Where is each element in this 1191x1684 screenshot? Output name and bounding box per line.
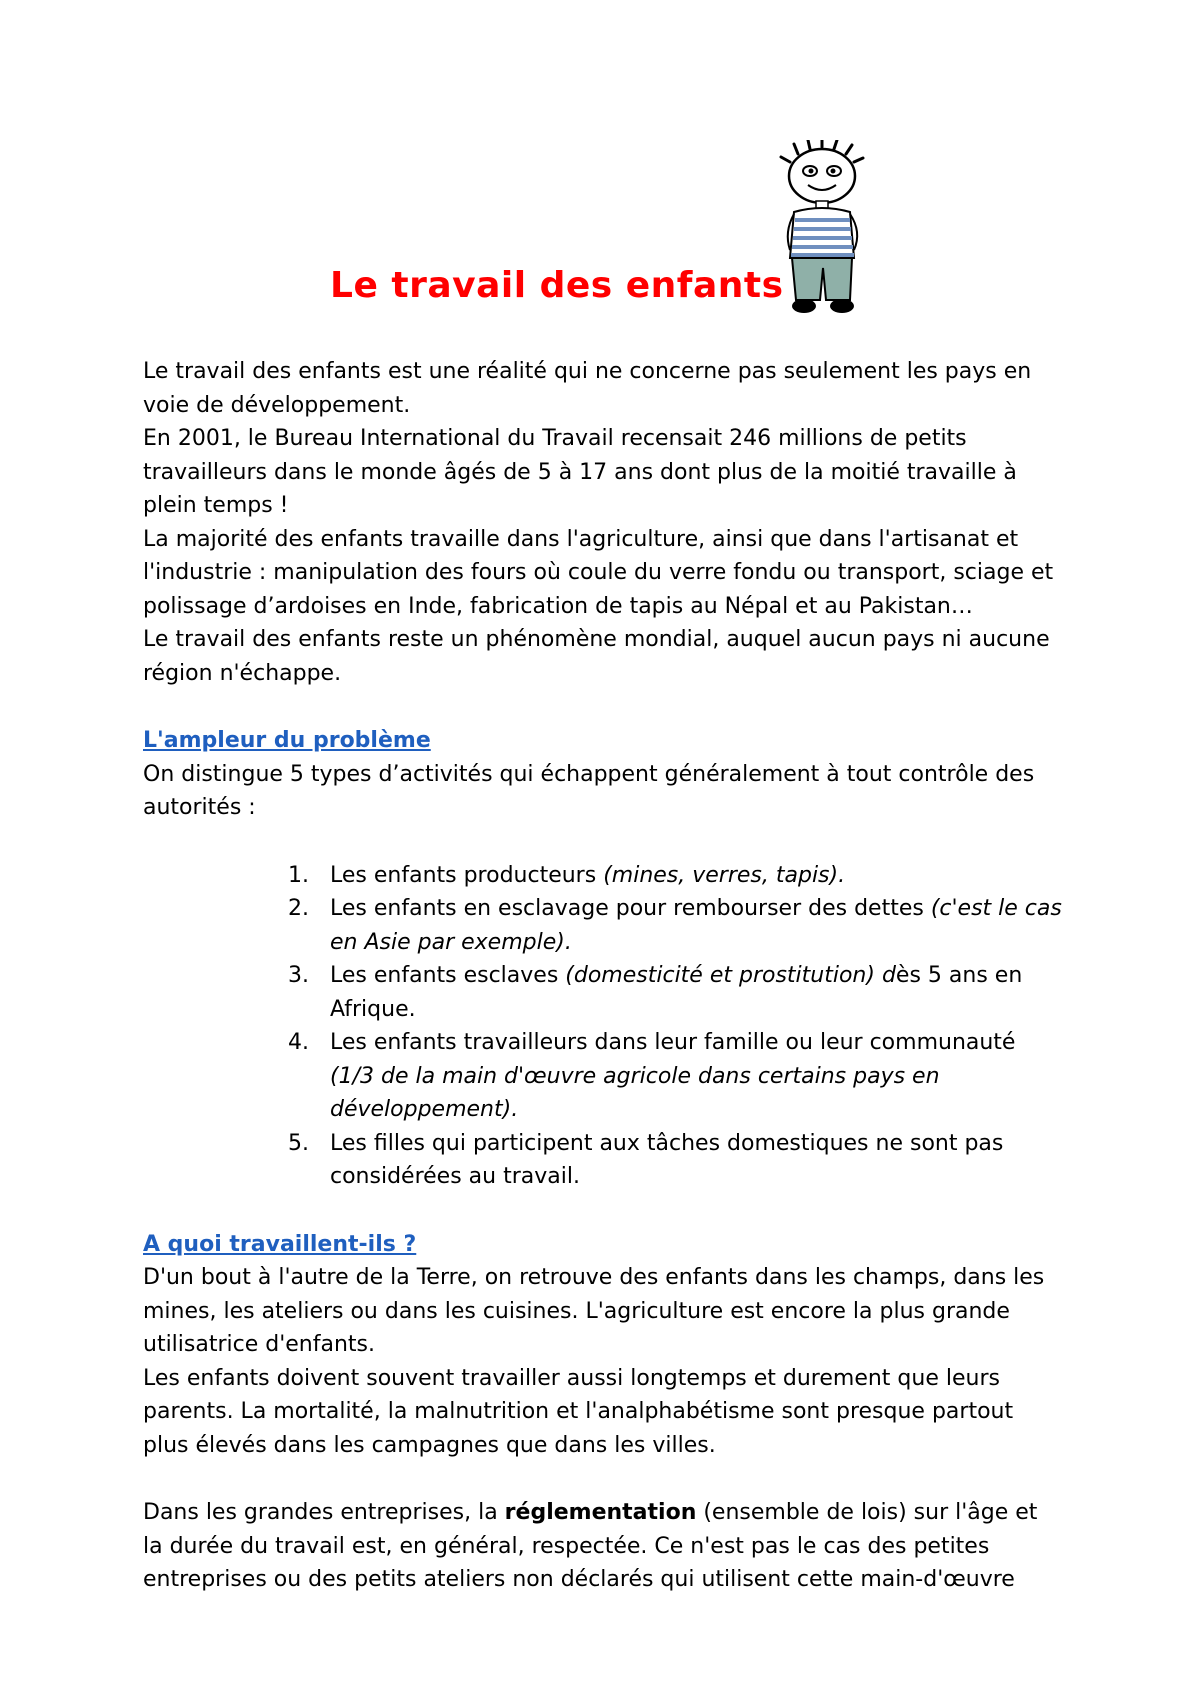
intro-paragraph-4: Le travail des enfants reste un phénomène mondial, auquel aucun pays ni aucune région n'échappe. bbox=[143, 627, 1050, 686]
list-item bbox=[288, 959, 1063, 1026]
list-item-after: ès 5 ans en Afrique. bbox=[330, 963, 1023, 1022]
intro-paragraph-2: En 2001, le Bureau International du Travail recensait 246 millions de petits travailleurs dans le monde âgés de 5 à 17 ans dont plus de la moitié travaille à plein temps ! bbox=[143, 426, 1017, 518]
intro-paragraph-3: La majorité des enfants travaille dans l'agriculture, ainsi que dans l'artisanat et l'industrie : manipulation des fours où coule du verre fondu ou transport, sciage et polissage d’ardoises en Inde, fabrication de tapis au Népal et au Pakistan… bbox=[143, 526, 1054, 619]
final-text-bold: réglementation bbox=[504, 1500, 697, 1525]
title-block bbox=[330, 265, 784, 306]
list-item-text: Les enfants travailleurs dans leur famille ou leur communauté bbox=[330, 1030, 1016, 1055]
section2-paragraph-1: D'un bout à l'autre de la Terre, on retrouve des enfants dans les champs, dans les mines, les ateliers ou dans les cuisines. L'agriculture est encore la plus grande utilisatrice d'enfants. bbox=[143, 1265, 1045, 1357]
list-number: 4. bbox=[288, 1030, 309, 1055]
list-item-note: (c'est le cas en Asie par exemple). bbox=[330, 896, 1062, 955]
list-item-text: Les filles qui participent aux tâches domestiques ne sont pas considérées au travail. bbox=[330, 1130, 1004, 1189]
list-number: 1. bbox=[288, 862, 309, 888]
list-item-text: Les enfants producteurs bbox=[330, 862, 604, 888]
section1-intro: On distingue 5 types d’activités qui échappent généralement à tout contrôle des autorités : bbox=[143, 761, 1035, 820]
section2-paragraph-2: Les enfants doivent souvent travailler aussi longtemps et durement que leurs parents. La mortalité, la malnutrition et l'analphabétisme sont presque partout plus élevés dans les campagnes que dans les villes. bbox=[143, 1365, 1014, 1458]
list-item-note: (mines, verres, tapis). bbox=[603, 862, 846, 888]
section-heading-ampleur[interactable]: L'ampleur du problème bbox=[143, 728, 431, 753]
document-body bbox=[143, 355, 1063, 1597]
list-item bbox=[288, 892, 1063, 959]
list-number: 2. bbox=[288, 896, 309, 921]
list-item-note: (1/3 de la main d'œuvre agricole dans certains pays en développement). bbox=[330, 1063, 940, 1122]
list-item-text: Les enfants en esclavage pour rembourser des dettes bbox=[330, 896, 931, 921]
final-text-after: (ensemble de lois) sur l'âge et la durée du travail est, en général, respectée. Ce n'est pas le cas des petites entreprises ou des petits ateliers non déclarés qui utilisent cette main-d'œuvre bbox=[143, 1500, 1038, 1592]
list-item bbox=[288, 1026, 1063, 1127]
list-item-note: (domesticité et prostitution) d bbox=[565, 963, 896, 988]
list-item bbox=[288, 859, 1063, 893]
section2-final-paragraph bbox=[143, 1496, 1063, 1597]
list-item bbox=[288, 1127, 1063, 1194]
activity-list bbox=[143, 859, 1063, 1194]
list-number: 5. bbox=[288, 1130, 309, 1156]
final-text-before: Dans les grandes entreprises, la bbox=[143, 1500, 505, 1525]
cartoon-boy-icon bbox=[776, 140, 868, 318]
page-title: Le travail des enfants bbox=[330, 265, 784, 306]
list-number: 3. bbox=[288, 963, 309, 988]
intro-paragraph-1: Le travail des enfants est une réalité qui ne concerne pas seulement les pays en voie de développement. bbox=[143, 359, 1032, 418]
list-item-text: Les enfants esclaves bbox=[330, 963, 566, 988]
section-heading-travail[interactable]: A quoi travaillent-ils ? bbox=[143, 1231, 417, 1257]
